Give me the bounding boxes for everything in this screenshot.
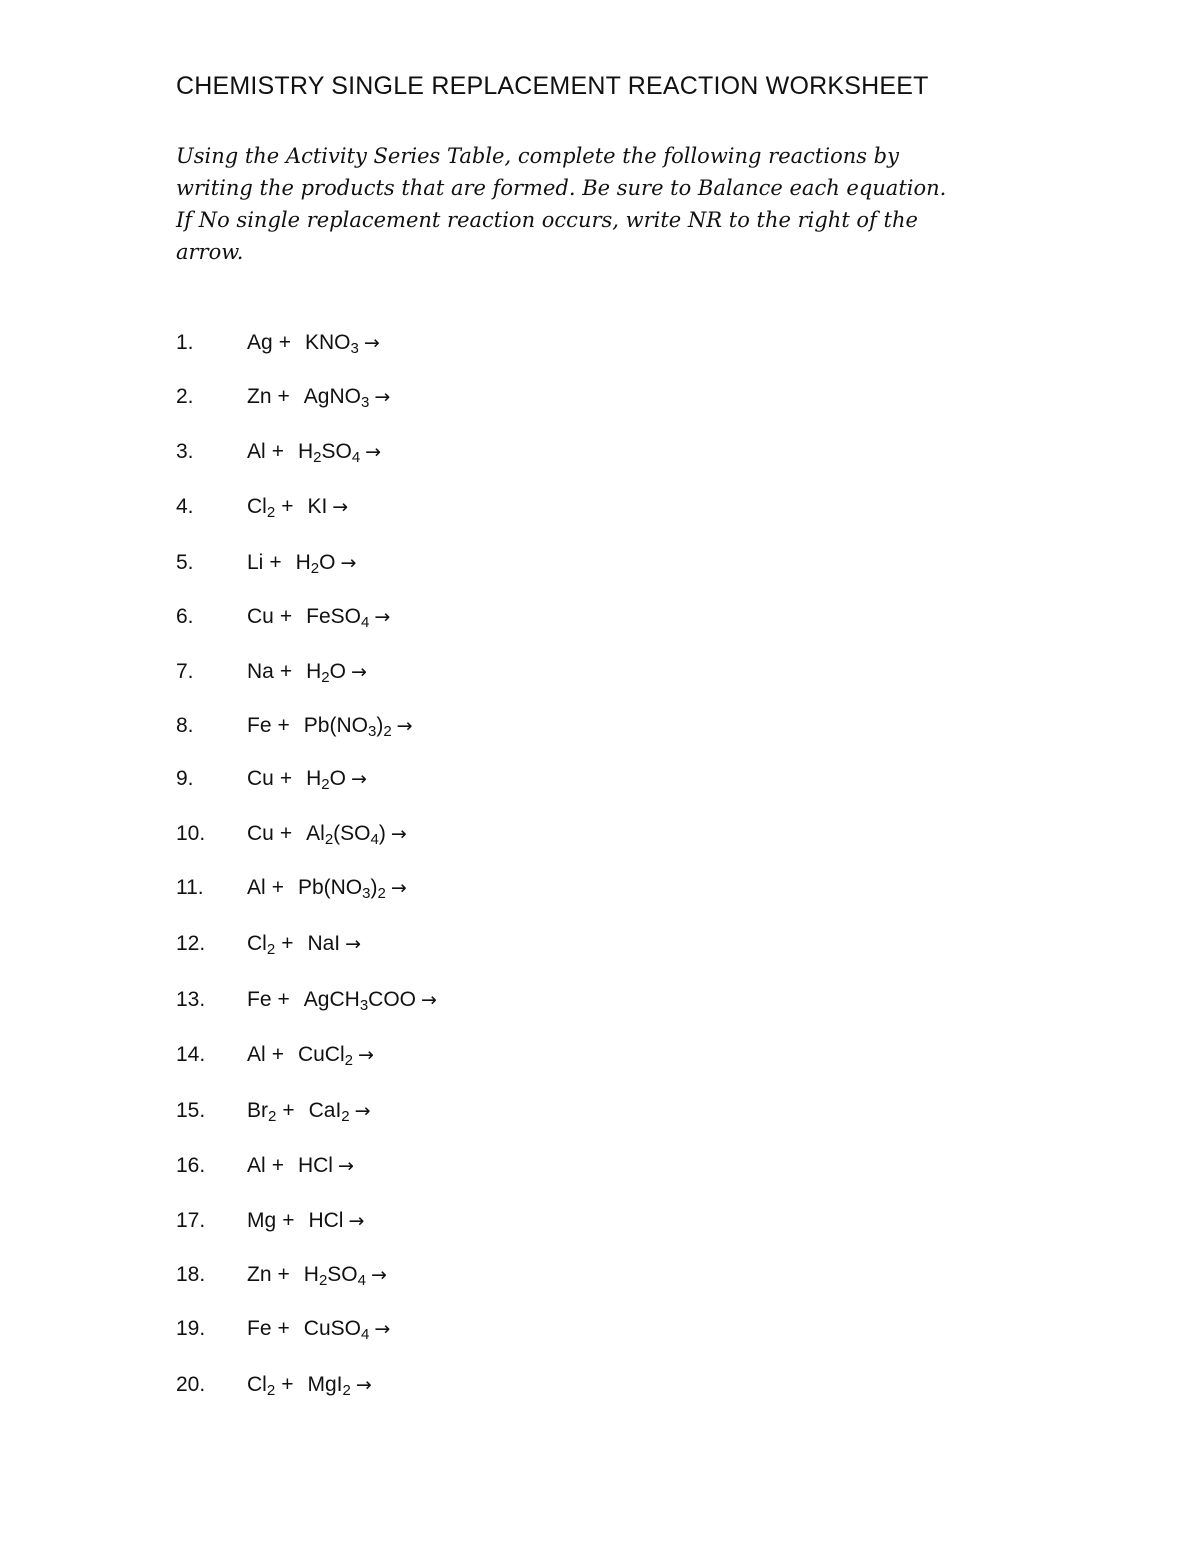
reaction-equation bbox=[247, 382, 390, 412]
reaction-arrow-icon: → bbox=[350, 661, 367, 683]
reaction-arrow-icon: → bbox=[355, 1374, 372, 1396]
problem-number: 8. bbox=[176, 714, 194, 737]
instruction-line: arrow. bbox=[176, 240, 244, 264]
plus-sign: + bbox=[279, 767, 293, 790]
reaction-arrow-icon: → bbox=[354, 1100, 371, 1122]
reactant-compound: CuCl$_2$ bbox=[297, 1043, 353, 1069]
reactant-compound: $KNO_3$ bbox=[304, 331, 359, 357]
reaction-equation bbox=[247, 929, 361, 959]
reaction-equation bbox=[247, 437, 381, 467]
plus-sign: + bbox=[279, 660, 293, 683]
reaction-equation bbox=[247, 985, 437, 1015]
plus-sign: + bbox=[281, 1373, 294, 1396]
reactant-compound: $Al_2(SO_4)$ bbox=[306, 822, 386, 848]
reactant-compound: AgCH$_3$COO bbox=[303, 988, 416, 1014]
reaction-arrow-icon: → bbox=[374, 606, 391, 628]
reactant-element: Mg bbox=[247, 1209, 277, 1232]
instruction-line: If No single replacement reaction occurs, write NR to the right of the bbox=[176, 208, 918, 232]
reactant-element: Al bbox=[247, 1154, 266, 1177]
reaction-arrow-icon: → bbox=[421, 989, 437, 1011]
reaction-equation bbox=[247, 873, 407, 903]
reaction-arrow-icon: → bbox=[374, 386, 391, 408]
instruction-line: writing the products that are formed. Be sure to Balance each equation. bbox=[176, 176, 947, 200]
reactant-element: Li bbox=[247, 551, 264, 574]
reactant-compound: $Pb(NO_3)_2$ bbox=[303, 714, 392, 740]
reaction-equation bbox=[247, 819, 407, 849]
reactant-element: Al bbox=[247, 440, 266, 463]
plus-sign: + bbox=[282, 1099, 295, 1122]
reaction-equation bbox=[247, 1260, 387, 1290]
reactant-element: Cu bbox=[247, 767, 274, 790]
plus-sign: + bbox=[281, 932, 294, 955]
plus-sign: + bbox=[282, 1209, 295, 1232]
problem-number: 4. bbox=[176, 495, 194, 518]
reactant-compound: HCl bbox=[297, 1154, 333, 1177]
reaction-equation bbox=[247, 1206, 364, 1236]
reactant-compound: $H_2O$ bbox=[295, 551, 336, 577]
reaction-equation bbox=[247, 1096, 371, 1126]
plus-sign: + bbox=[278, 331, 291, 354]
reactant-element: Ag bbox=[247, 331, 273, 354]
reactant-compound: CaI$_2$ bbox=[308, 1099, 350, 1125]
reactant-compound: $H_2SO_4$ bbox=[297, 440, 361, 466]
reaction-arrow-icon: → bbox=[390, 823, 407, 845]
problem-number: 6. bbox=[176, 605, 194, 628]
problem-number: 11. bbox=[176, 876, 204, 899]
reactant-compound: $H_2O$ bbox=[306, 660, 346, 686]
reactant-element: Zn bbox=[247, 385, 272, 408]
plus-sign: + bbox=[277, 1263, 290, 1286]
reaction-arrow-icon: → bbox=[370, 1264, 387, 1286]
plus-sign: + bbox=[277, 385, 290, 408]
reactant-element: $Cl_2$ bbox=[247, 495, 276, 521]
plus-sign: + bbox=[277, 1317, 290, 1340]
reaction-arrow-icon: → bbox=[374, 1318, 391, 1340]
problem-number: 14. bbox=[176, 1043, 206, 1066]
plus-sign: + bbox=[277, 714, 290, 737]
problem-number: 1. bbox=[176, 331, 194, 354]
reaction-arrow-icon: → bbox=[340, 552, 357, 574]
problem-number: 20. bbox=[176, 1373, 206, 1396]
plus-sign: + bbox=[271, 440, 284, 463]
reaction-equation bbox=[247, 1151, 354, 1181]
problem-number: 16. bbox=[176, 1154, 206, 1177]
reactant-element: Al bbox=[247, 876, 266, 899]
reactant-compound: FeSO$_4$ bbox=[306, 605, 370, 631]
problem-number: 10. bbox=[176, 822, 206, 845]
problem-number: 2. bbox=[176, 385, 194, 408]
reaction-equation bbox=[247, 764, 367, 794]
reactant-compound: $H_2SO_4$ bbox=[303, 1263, 366, 1289]
plus-sign: + bbox=[271, 1154, 284, 1177]
problem-number: 7. bbox=[176, 660, 194, 683]
reactant-element: Na bbox=[247, 660, 274, 683]
reactant-element: Fe bbox=[247, 988, 272, 1011]
reaction-arrow-icon: → bbox=[348, 1210, 365, 1232]
reaction-arrow-icon: → bbox=[332, 496, 349, 518]
plus-sign: + bbox=[277, 988, 290, 1011]
reaction-equation bbox=[247, 657, 367, 687]
reaction-arrow-icon: → bbox=[396, 715, 413, 737]
reaction-arrow-icon: → bbox=[357, 1044, 374, 1066]
problem-number: 17. bbox=[176, 1209, 206, 1232]
reactant-element: Zn bbox=[247, 1263, 272, 1286]
reaction-equation bbox=[247, 1370, 372, 1400]
reaction-arrow-icon: → bbox=[365, 441, 382, 463]
reactant-element: Fe bbox=[247, 714, 272, 737]
problem-number: 18. bbox=[176, 1263, 206, 1286]
reaction-equation bbox=[247, 548, 356, 578]
reaction-arrow-icon: → bbox=[350, 768, 367, 790]
reactant-element: Fe bbox=[247, 1317, 272, 1340]
reactant-compound: KI bbox=[307, 495, 328, 518]
reaction-arrow-icon: → bbox=[363, 332, 380, 354]
plus-sign: + bbox=[271, 876, 284, 899]
reaction-arrow-icon: → bbox=[390, 877, 407, 899]
reaction-arrow-icon: → bbox=[345, 933, 362, 955]
reaction-equation bbox=[247, 1314, 390, 1344]
reactant-element: $Cl_2$ bbox=[247, 932, 276, 958]
reaction-arrow-icon: → bbox=[337, 1155, 354, 1177]
problem-number: 13. bbox=[176, 988, 206, 1011]
instruction-line: Using the Activity Series Table, complete the following reactions by bbox=[176, 144, 899, 168]
plus-sign: + bbox=[271, 1043, 284, 1066]
reaction-equation bbox=[247, 602, 390, 632]
reactant-element: Cu bbox=[247, 605, 274, 628]
reactant-compound: $Pb(NO_3)_2$ bbox=[297, 876, 386, 902]
problem-number: 12. bbox=[176, 932, 206, 955]
plus-sign: + bbox=[279, 822, 293, 845]
reactant-compound: AgNO$_3$ bbox=[303, 385, 370, 411]
problem-number: 5. bbox=[176, 551, 194, 574]
problem-number: 3. bbox=[176, 440, 194, 463]
reactant-element: $Cl_2$ bbox=[247, 1373, 276, 1399]
reactant-compound: MgI$_2$ bbox=[307, 1373, 351, 1399]
problem-number: 19. bbox=[176, 1317, 206, 1340]
reaction-equation bbox=[247, 711, 413, 741]
plus-sign: + bbox=[281, 495, 294, 518]
reaction-equation bbox=[247, 328, 380, 358]
instructions bbox=[176, 140, 1056, 268]
problem-number: 15. bbox=[176, 1099, 206, 1122]
worksheet-title: CHEMISTRY SINGLE REPLACEMENT REACTION WORKSHEET bbox=[176, 72, 929, 100]
plus-sign: + bbox=[279, 605, 293, 628]
reactant-compound: $H_2O$ bbox=[306, 767, 346, 793]
reaction-equation bbox=[247, 492, 348, 522]
reactant-element: $Br_2$ bbox=[247, 1099, 277, 1125]
reactant-element: Al bbox=[247, 1043, 266, 1066]
plus-sign: + bbox=[269, 551, 282, 574]
reaction-equation bbox=[247, 1040, 374, 1070]
reactant-compound: HCl bbox=[308, 1209, 344, 1232]
problem-number: 9. bbox=[176, 767, 194, 790]
reactant-compound: NaI bbox=[307, 932, 341, 955]
reactant-compound: CuSO$_4$ bbox=[303, 1317, 370, 1343]
reactant-element: Cu bbox=[247, 822, 274, 845]
